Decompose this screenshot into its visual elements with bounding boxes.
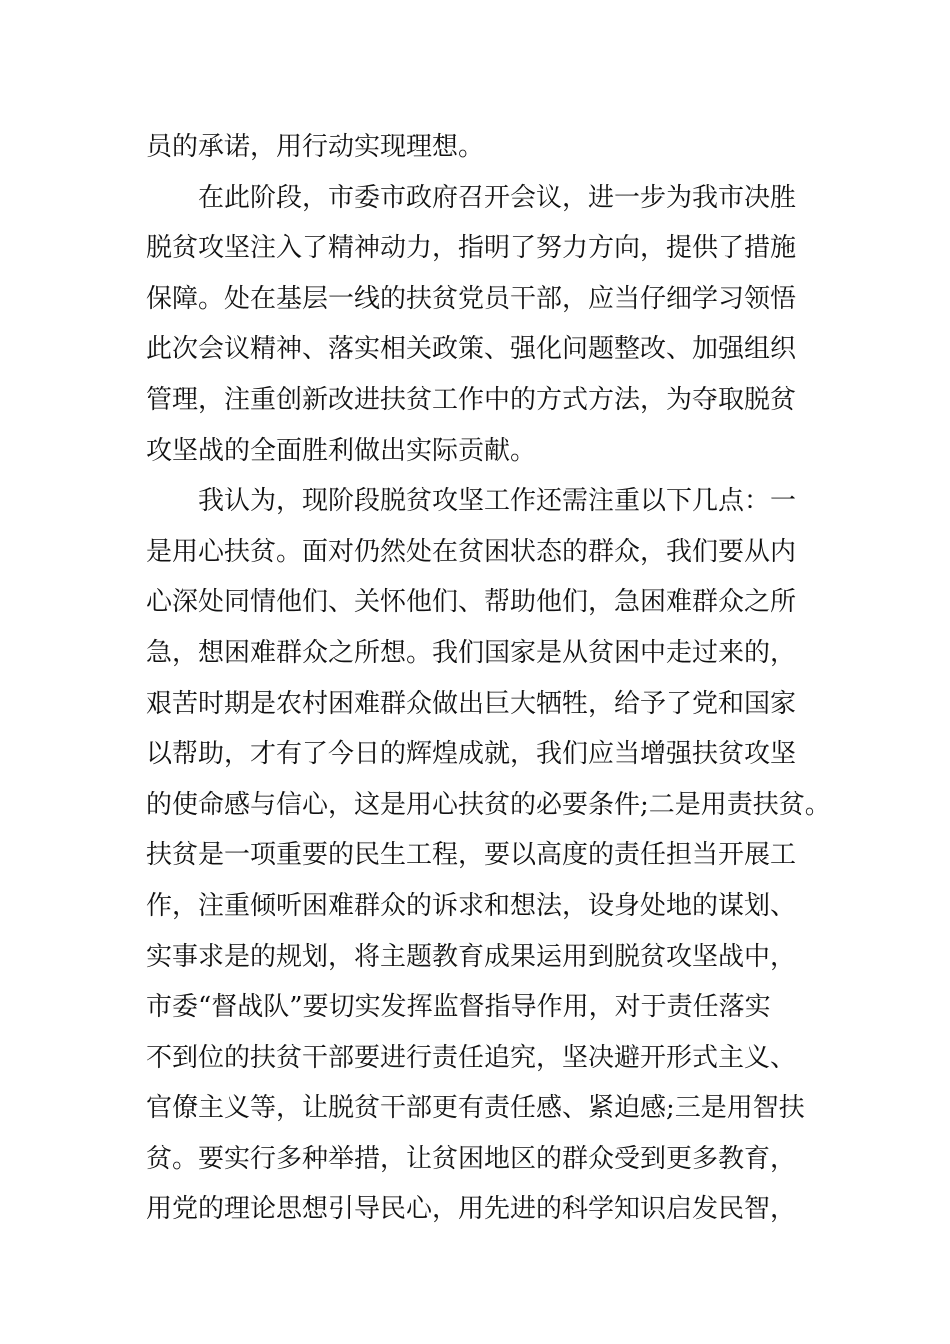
text-line: 作，注重倾听困难群众的诉求和想法，设身处地的谋划、 bbox=[146, 890, 797, 921]
paragraph-start-line: 我认为，现阶段脱贫攻坚工作还需注重以下几点：一 bbox=[198, 486, 797, 517]
text-line: 市委“督战队”要切实发挥监督指导作用，对于责任落实 bbox=[146, 992, 771, 1023]
text-line: 是用心扶贫。面对仍然处在贫困状态的群众，我们要从内 bbox=[146, 536, 797, 567]
text-line: 用党的理论思想引导民心，用先进的科学知识启发民智， bbox=[146, 1194, 797, 1225]
text-line: 扶贫是一项重要的民生工程，要以高度的责任担当开展工 bbox=[146, 840, 797, 871]
text-line: 员的承诺，用行动实现理想。 bbox=[146, 132, 485, 162]
paragraph-start-line: 在此阶段，市委市政府召开会议，进一步为我市决胜 bbox=[198, 182, 797, 213]
text-line: 急，想困难群众之所想。我们国家是从贫困中走过来的， bbox=[146, 637, 797, 668]
text-line: 官僚主义等，让脱贫干部更有责任感、紧迫感;三是用智扶 bbox=[146, 1093, 805, 1124]
text-line: 攻坚战的全面胜利做出实际贡献。 bbox=[146, 435, 537, 466]
text-line: 不到位的扶贫干部要进行责任追究，坚决避开形式主义、 bbox=[146, 1042, 797, 1073]
text-line: 的使命感与信心，这是用心扶贫的必要条件;二是用责扶贫。 bbox=[146, 789, 831, 820]
text-line: 以帮助，才有了今日的辉煌成就，我们应当增强扶贫攻坚 bbox=[146, 739, 797, 770]
text-line: 艰苦时期是农村困难群众做出巨大牺牲，给予了党和国家 bbox=[146, 688, 797, 719]
text-line: 保障。处在基层一线的扶贫党员干部，应当仔细学习领悟 bbox=[146, 283, 797, 314]
text-line: 贫。要实行多种举措，让贫困地区的群众受到更多教育， bbox=[146, 1143, 797, 1174]
text-line: 管理，注重创新改进扶贫工作中的方式方法，为夺取脱贫 bbox=[146, 384, 797, 415]
text-line: 脱贫攻坚注入了精神动力，指明了努力方向，提供了措施 bbox=[146, 233, 797, 264]
text-line: 此次会议精神、落实相关政策、强化问题整改、加强组织 bbox=[146, 334, 797, 365]
text-line: 实事求是的规划，将主题教育成果运用到脱贫攻坚战中， bbox=[146, 941, 797, 972]
text-line: 心深处同情他们、关怀他们、帮助他们，急困难群众之所 bbox=[146, 587, 797, 618]
body-text bbox=[146, 122, 831, 1235]
